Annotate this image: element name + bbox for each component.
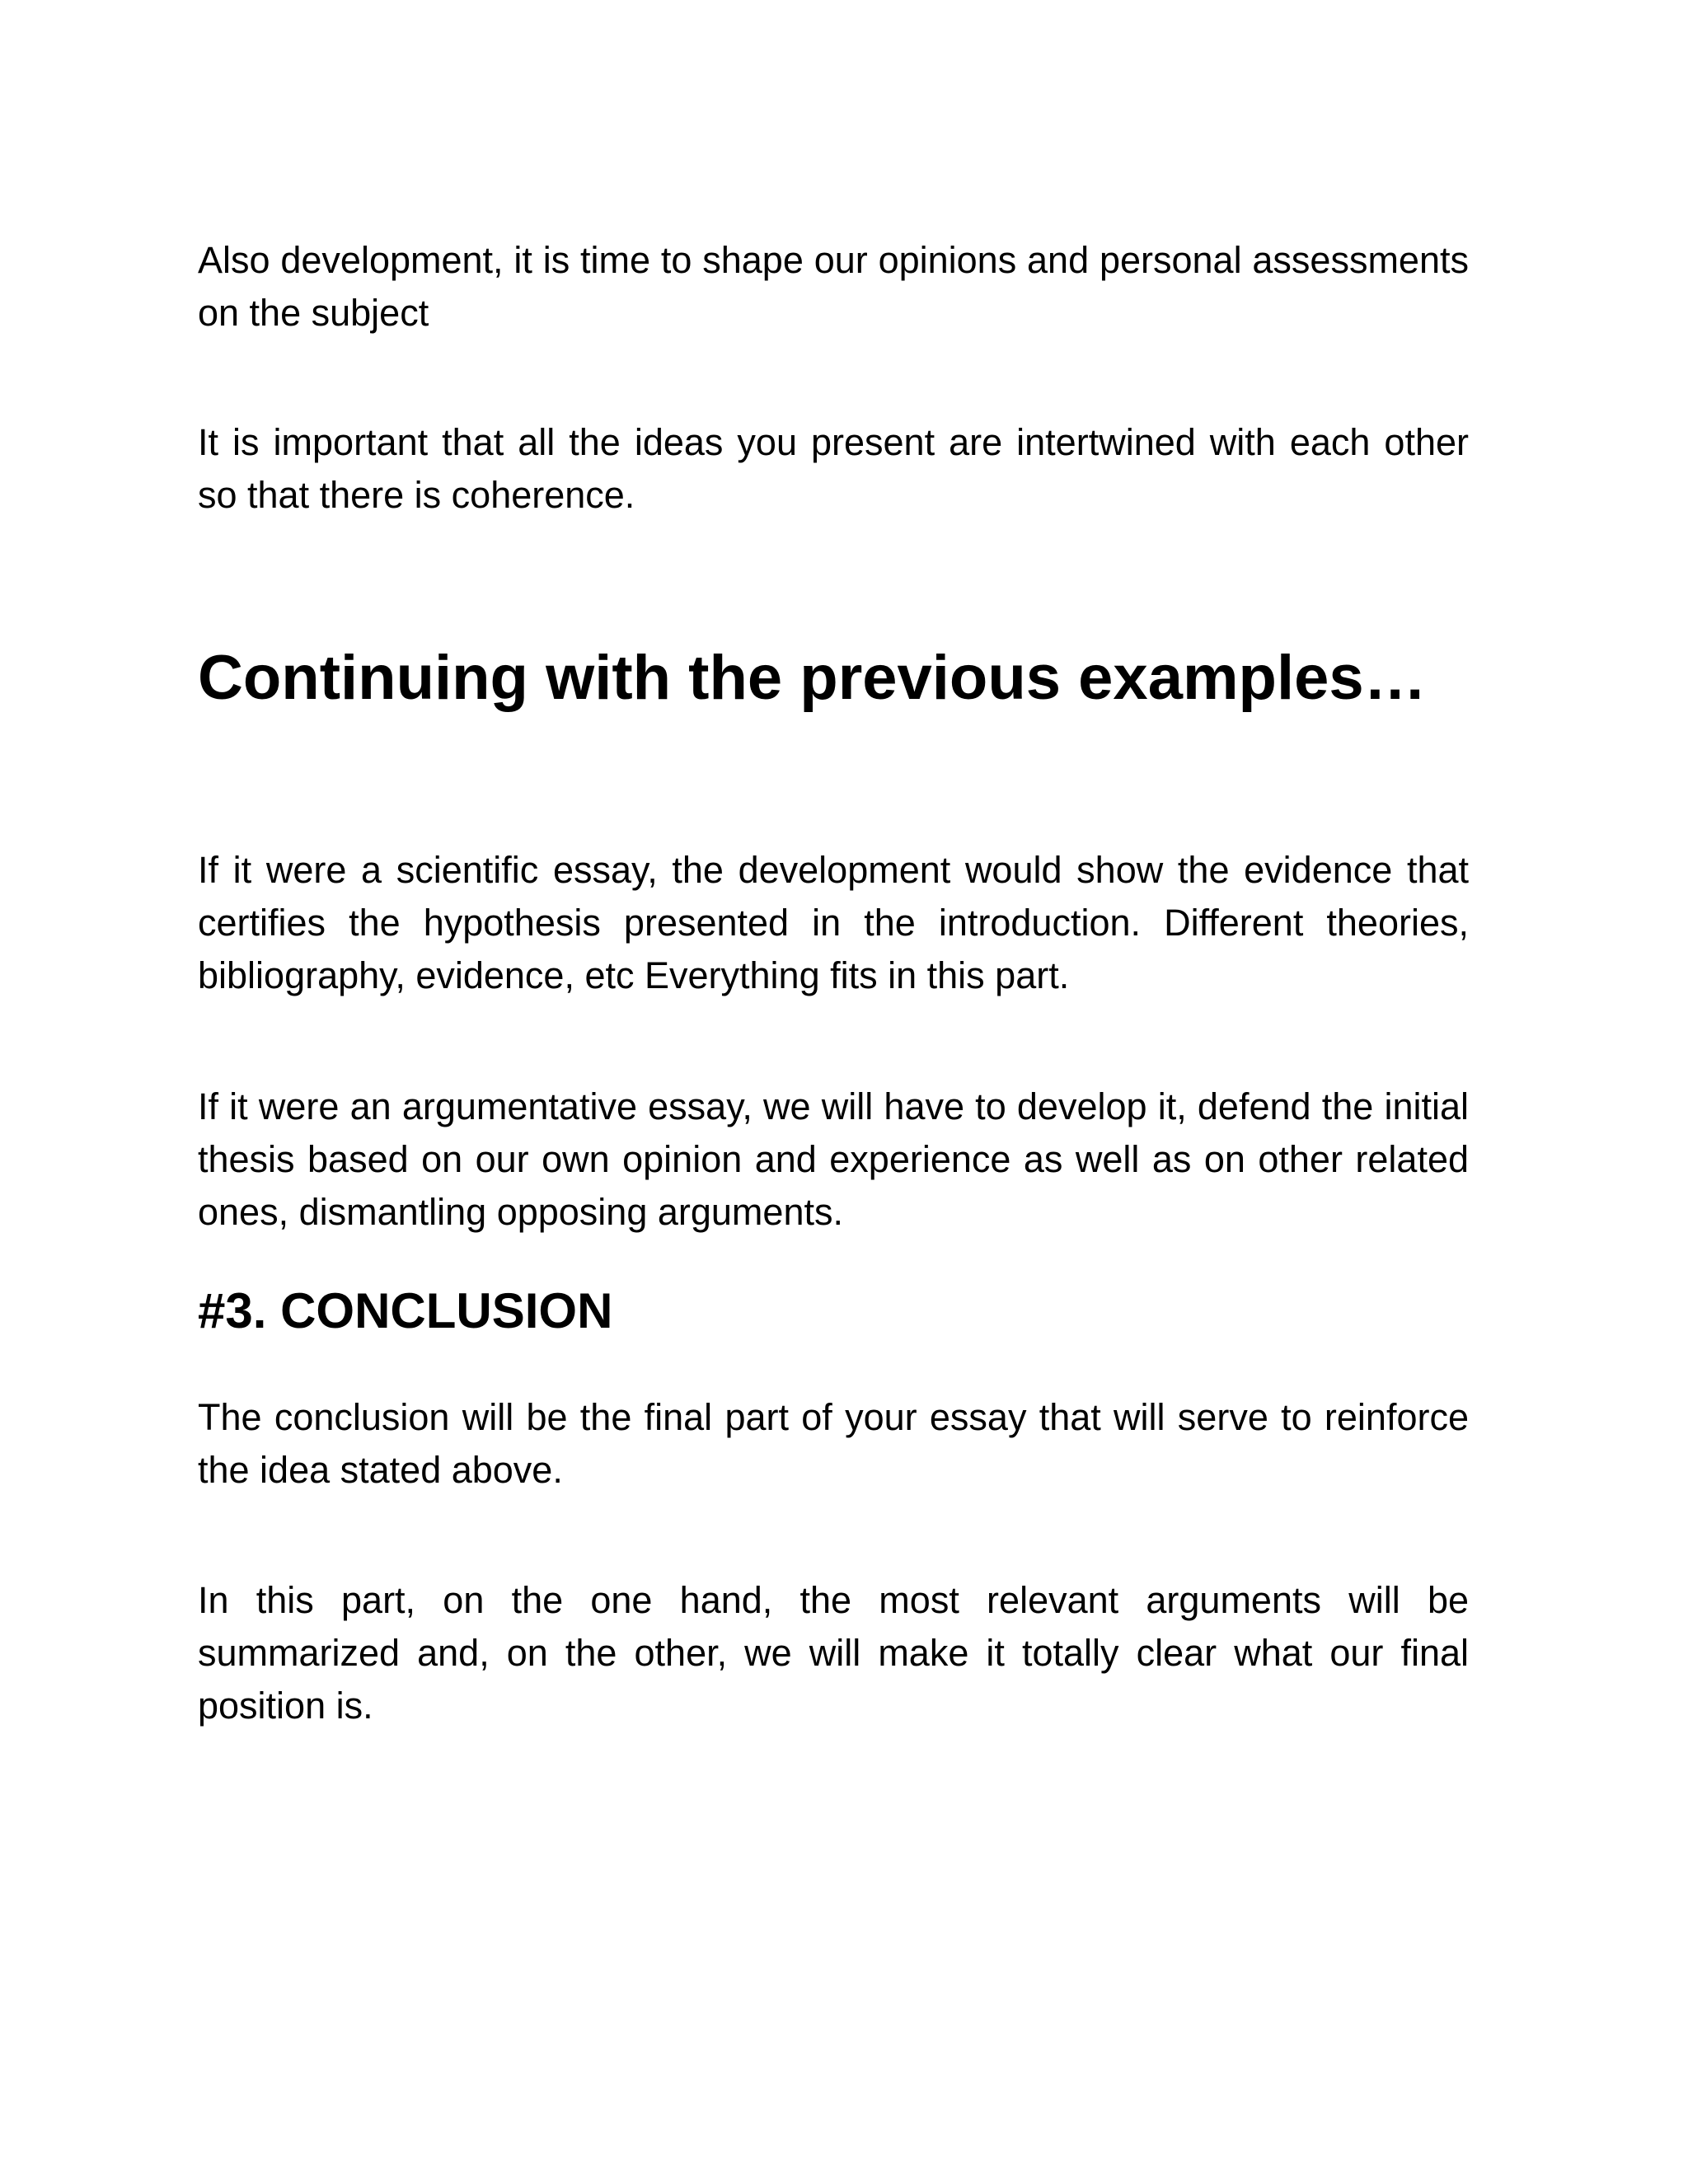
conclusion-heading: #3. CONCLUSION <box>198 1283 613 1338</box>
scientific-essay-paragraph: If it were a scientific essay, the development would show the evidence that certifies the hypothesis presented in the introduction. Different theories, bibliography, evidence, etc Everything fits in this part. <box>198 849 1469 996</box>
argumentative-essay-paragraph: If it were an argumentative essay, we will have to develop it, defend the initial thesis based on our own opinion and experience as well as on other related ones, dismantling opposing arguments. <box>198 1085 1469 1233</box>
continuing-examples-heading: Continuing with the previous examples… <box>198 643 1427 713</box>
conclusion-intro-paragraph: The conclusion will be the final part of your essay that will serve to reinforce the idea stated above. <box>198 1396 1469 1491</box>
coherence-paragraph: It is important that all the ideas you present are intertwined with each other so that there is coherence. <box>198 421 1469 516</box>
conclusion-summary-paragraph: In this part, on the one hand, the most relevant arguments will be summarized and, on the other, we will make it totally clear what our final position is. <box>198 1579 1469 1727</box>
development-opinions-paragraph: Also development, it is time to shape our opinions and personal assessments on the subject <box>198 239 1469 334</box>
